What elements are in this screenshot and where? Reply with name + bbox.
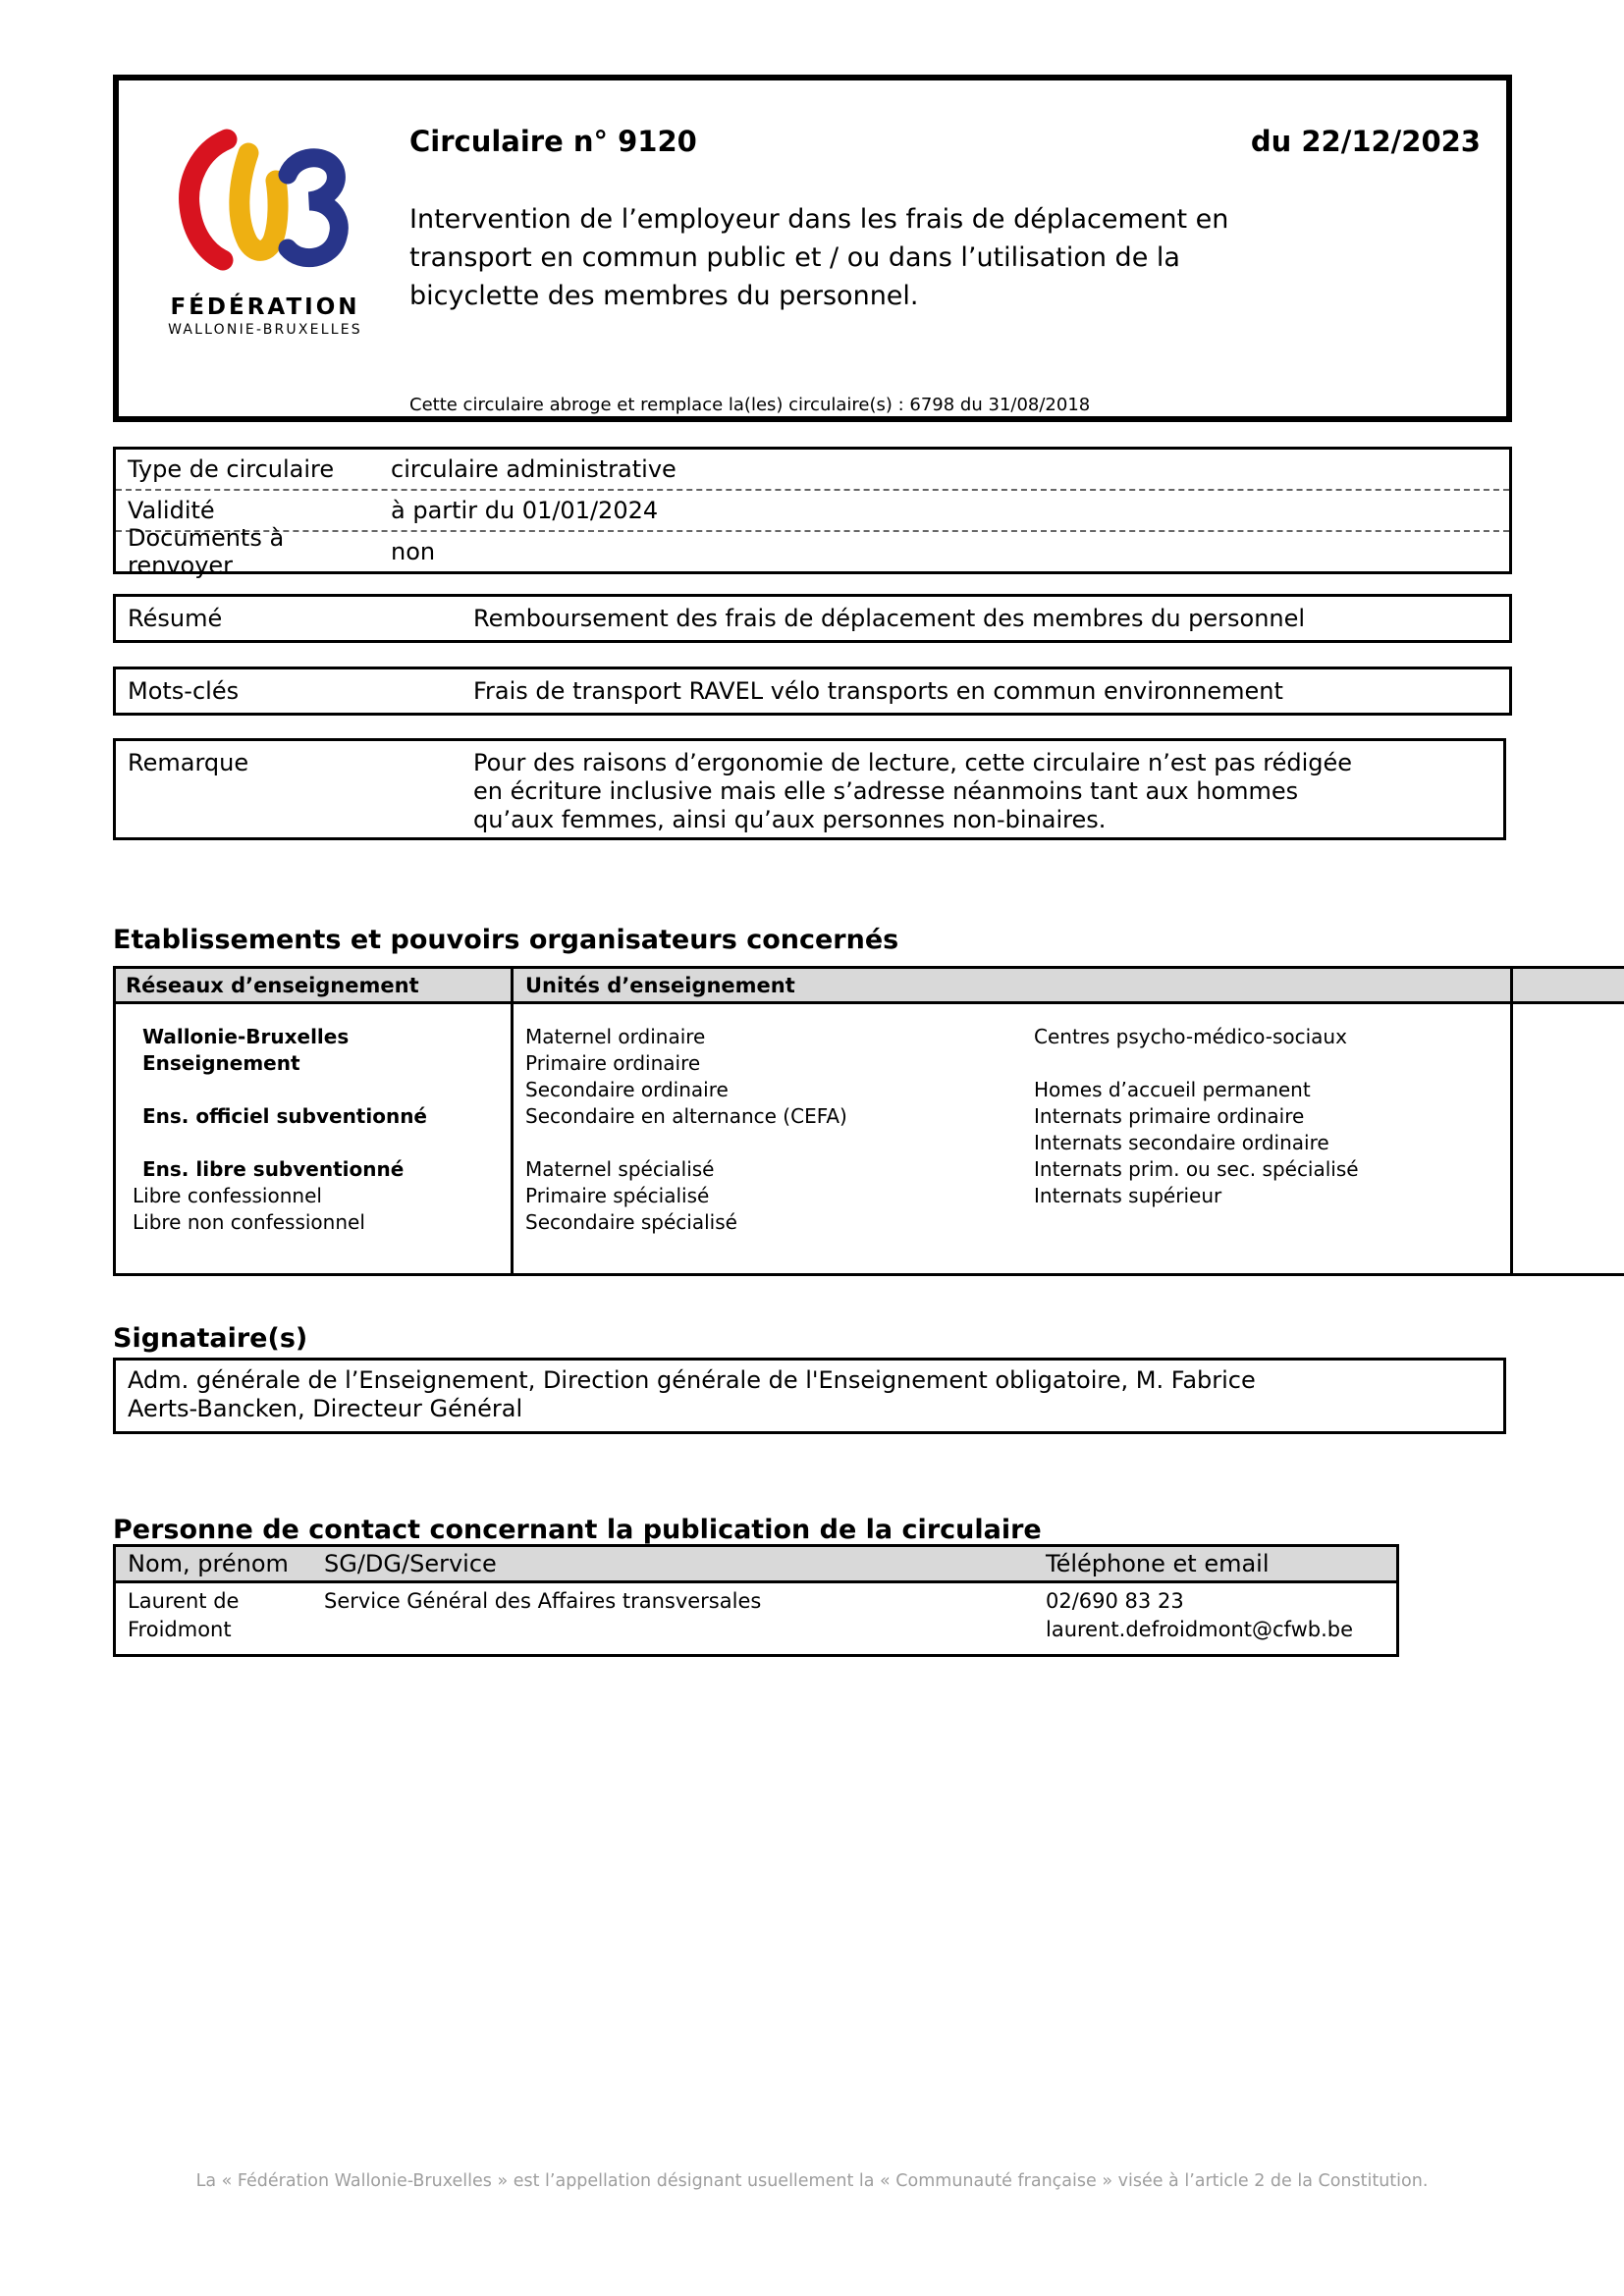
keywords-value: Frais de transport RAVEL vélo transports en commun environnement bbox=[473, 677, 1283, 705]
reseau-item: Ens. officiel subventionné bbox=[142, 1104, 427, 1128]
reseau-item: Ens. libre subventionné bbox=[142, 1157, 405, 1181]
unite-item: Internats primaire ordinaire bbox=[1034, 1104, 1305, 1128]
footer-note: La « Fédération Wallonie-Bruxelles » est l’appellation désignant usuellement la « Communauté française » visée à l’article 2 de la Constitution. bbox=[195, 2171, 1429, 2191]
circular-number: Circulaire n° 9120 bbox=[409, 125, 697, 158]
replaces-note: Cette circulaire abroge et remplace la(les) circulaire(s) : 6798 du 31/08/2018 bbox=[409, 395, 1091, 415]
circular-date: du 22/12/2023 bbox=[1250, 125, 1481, 158]
meta-value-documents: non bbox=[391, 538, 436, 565]
meta-value-validite: à partir du 01/01/2024 bbox=[391, 497, 659, 524]
etablissements-table bbox=[113, 966, 1624, 1276]
reseau-item: Libre non confessionnel bbox=[133, 1210, 365, 1234]
resume-value: Remboursement des frais de déplacement des membres du personnel bbox=[473, 605, 1306, 632]
reseaux-cell bbox=[116, 1004, 514, 1273]
unite-item: Homes d’accueil permanent bbox=[1034, 1078, 1311, 1101]
col-header-service: SG/DG/Service bbox=[324, 1550, 497, 1577]
contact-phone-email bbox=[1046, 1587, 1396, 1644]
signataire-box bbox=[113, 1358, 1506, 1434]
etablissements-table-header bbox=[116, 969, 1624, 1004]
col-header-telephone-email: Téléphone et email bbox=[1046, 1550, 1270, 1577]
contact-table bbox=[113, 1544, 1399, 1657]
keywords-label: Mots-clés bbox=[128, 677, 240, 705]
section-heading-etablissements: Etablissements et pouvoirs organisateurs concernés bbox=[113, 925, 899, 955]
reseau-item bbox=[133, 1077, 511, 1103]
unite-item: Secondaire spécialisé bbox=[525, 1210, 737, 1234]
logo-text-wallonie-bruxelles: WALLONIE-BRUXELLES bbox=[168, 322, 362, 338]
logo-text-federation: FÉDÉRATION bbox=[170, 294, 360, 320]
meta-label-documents: Documents à renvoyer bbox=[128, 524, 285, 579]
section-heading-contact: Personne de contact concernant la publication de la circulaire bbox=[113, 1515, 1042, 1545]
fwb-logo-icon bbox=[172, 120, 358, 294]
col-header-unites: Unités d’enseignement bbox=[525, 973, 795, 997]
fwb-logo bbox=[133, 120, 398, 340]
header-box bbox=[113, 75, 1512, 422]
unite-item: Centres psycho-médico-sociaux bbox=[1034, 1025, 1347, 1048]
resume-box bbox=[113, 594, 1512, 643]
contact-table-row bbox=[116, 1583, 1396, 1654]
unite-item: Maternel spécialisé bbox=[525, 1157, 715, 1181]
contact-table-header bbox=[116, 1547, 1396, 1583]
table-row bbox=[116, 524, 1509, 579]
reseau-item: Enseignement bbox=[142, 1051, 300, 1075]
meta-label-validite: Validité bbox=[128, 497, 215, 524]
unite-item: Secondaire en alternance (CEFA) bbox=[525, 1104, 847, 1128]
contact-service: Service Général des Affaires transversales bbox=[324, 1589, 762, 1613]
unite-item: Secondaire ordinaire bbox=[525, 1078, 729, 1101]
signataire-text: Adm. générale de l’Enseignement, Direction générale de l'Enseignement obligatoire, M. Fabrice Aerts-Bancken, Directeur Général bbox=[128, 1366, 1256, 1422]
reseau-item: Libre confessionnel bbox=[133, 1184, 322, 1207]
circular-title: Intervention de l’employeur dans les frais de déplacement en transport en commun public et / ou dans l’utilisation de la bicyclette des membres du personnel. bbox=[409, 204, 1229, 311]
col-header-reseaux: Réseaux d’enseignement bbox=[116, 969, 514, 1001]
cutoff-cell bbox=[1510, 1004, 1624, 1273]
unite-item: Maternel ordinaire bbox=[525, 1025, 706, 1048]
unite-item bbox=[1034, 1050, 1359, 1077]
unites-list-left bbox=[525, 1024, 847, 1236]
remark-label: Remarque bbox=[128, 749, 249, 776]
unite-item: Primaire spécialisé bbox=[525, 1184, 710, 1207]
reseau-item bbox=[133, 1130, 511, 1156]
remark-box bbox=[113, 738, 1506, 840]
unites-cell bbox=[514, 1004, 1510, 1273]
unite-item: Internats prim. ou sec. spécialisé bbox=[1034, 1157, 1359, 1181]
reseau-item: Wallonie-Bruxelles bbox=[142, 1025, 350, 1048]
contact-name: Laurent de Froidmont bbox=[128, 1589, 240, 1641]
keywords-box bbox=[113, 667, 1512, 716]
contact-email: laurent.defroidmont@cfwb.be bbox=[1046, 1618, 1354, 1641]
etablissements-table-body bbox=[116, 1004, 1624, 1273]
unite-item: Primaire ordinaire bbox=[525, 1051, 701, 1075]
col-header-nom: Nom, prénom bbox=[128, 1550, 289, 1577]
meta-value-type: circulaire administrative bbox=[391, 455, 677, 483]
resume-label: Résumé bbox=[128, 605, 223, 632]
contact-phone: 02/690 83 23 bbox=[1046, 1589, 1184, 1613]
col-header-cutoff bbox=[1510, 969, 1624, 1001]
meta-label-type: Type de circulaire bbox=[128, 455, 335, 483]
unite-item: Internats supérieur bbox=[1034, 1184, 1222, 1207]
remark-value: Pour des raisons d’ergonomie de lecture, cette circulaire n’est pas rédigée en écriture inclusive mais elle s’adresse néanmoins tant aux hommes qu’aux femmes, ainsi qu’aux personnes non-binaires. bbox=[473, 749, 1353, 833]
meta-table bbox=[113, 447, 1512, 579]
section-heading-signataire: Signataire(s) bbox=[113, 1323, 308, 1354]
unites-list-right bbox=[1034, 1024, 1359, 1209]
table-row bbox=[116, 450, 1509, 491]
unite-item: Internats secondaire ordinaire bbox=[1034, 1131, 1329, 1154]
unite-item bbox=[525, 1130, 847, 1156]
